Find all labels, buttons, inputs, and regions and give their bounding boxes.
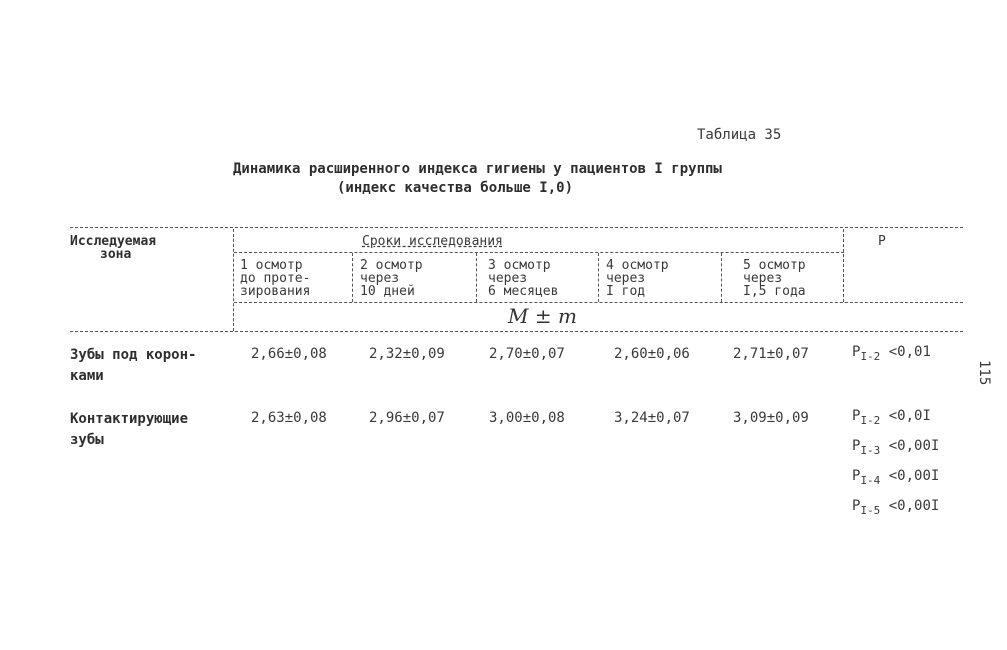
table-cell: 2,66±0,08: [251, 346, 327, 362]
page-number: 115: [976, 360, 992, 386]
table-cell: 3,09±0,09: [733, 410, 809, 426]
header-bottom-rule: [70, 331, 963, 332]
periods-rule: [234, 252, 844, 253]
col-divider-4: [721, 253, 722, 302]
column-header: 3 осмотр через 6 месяцев: [488, 258, 559, 299]
table-cell: 2,63±0,08: [251, 410, 327, 426]
p-value: $P_{I-2} <0,0I$: [852, 408, 931, 427]
table-cell: 2,60±0,06: [614, 346, 690, 362]
column-header: 5 осмотр через I,5 года: [743, 258, 806, 299]
col-divider-2: [476, 253, 477, 302]
table-label: Таблица 35: [697, 127, 782, 143]
table-cell: 2,70±0,07: [489, 346, 565, 362]
unit-label: M ± m: [508, 304, 577, 328]
table-cell: 2,96±0,07: [369, 410, 445, 426]
table-cell: 3,00±0,08: [489, 410, 565, 426]
p-value: $P_{I-3} <0,00I$: [852, 438, 940, 457]
p-value: $P_{I-2} <0,01$: [852, 344, 931, 363]
row-zone: Зубы под корон- ками: [70, 347, 197, 384]
p-value: $P_{I-4} <0,00I$: [852, 468, 940, 487]
columns-bottom-rule: [234, 302, 963, 303]
table-subtitle: (индекс качества больше I,0): [337, 180, 574, 196]
column-header: 4 осмотр через I год: [606, 258, 669, 299]
periods-header: Сроки исследования: [362, 234, 503, 249]
zone-header: Исследуемая зона: [70, 234, 157, 262]
table-cell: 2,32±0,09: [369, 346, 445, 362]
column-header: 2 осмотр через 10 дней: [360, 258, 423, 299]
table-top-rule: [70, 227, 963, 228]
table-cell: 3,24±0,07: [614, 410, 690, 426]
p-value: $P_{I-5} <0,00I$: [852, 498, 940, 517]
col-divider-1: [352, 253, 353, 302]
p-divider: [843, 229, 844, 302]
column-header: 1 осмотр до проте- зирования: [240, 258, 311, 299]
row-zone: Контактирующие зубы: [70, 411, 189, 448]
table-cell: 2,71±0,07: [733, 346, 809, 362]
col-divider-3: [598, 253, 599, 302]
table-title: Динамика расширенного индекса гигиены у пациентов I группы: [233, 161, 722, 177]
zone-divider: [233, 229, 234, 331]
p-header: P: [878, 234, 886, 249]
